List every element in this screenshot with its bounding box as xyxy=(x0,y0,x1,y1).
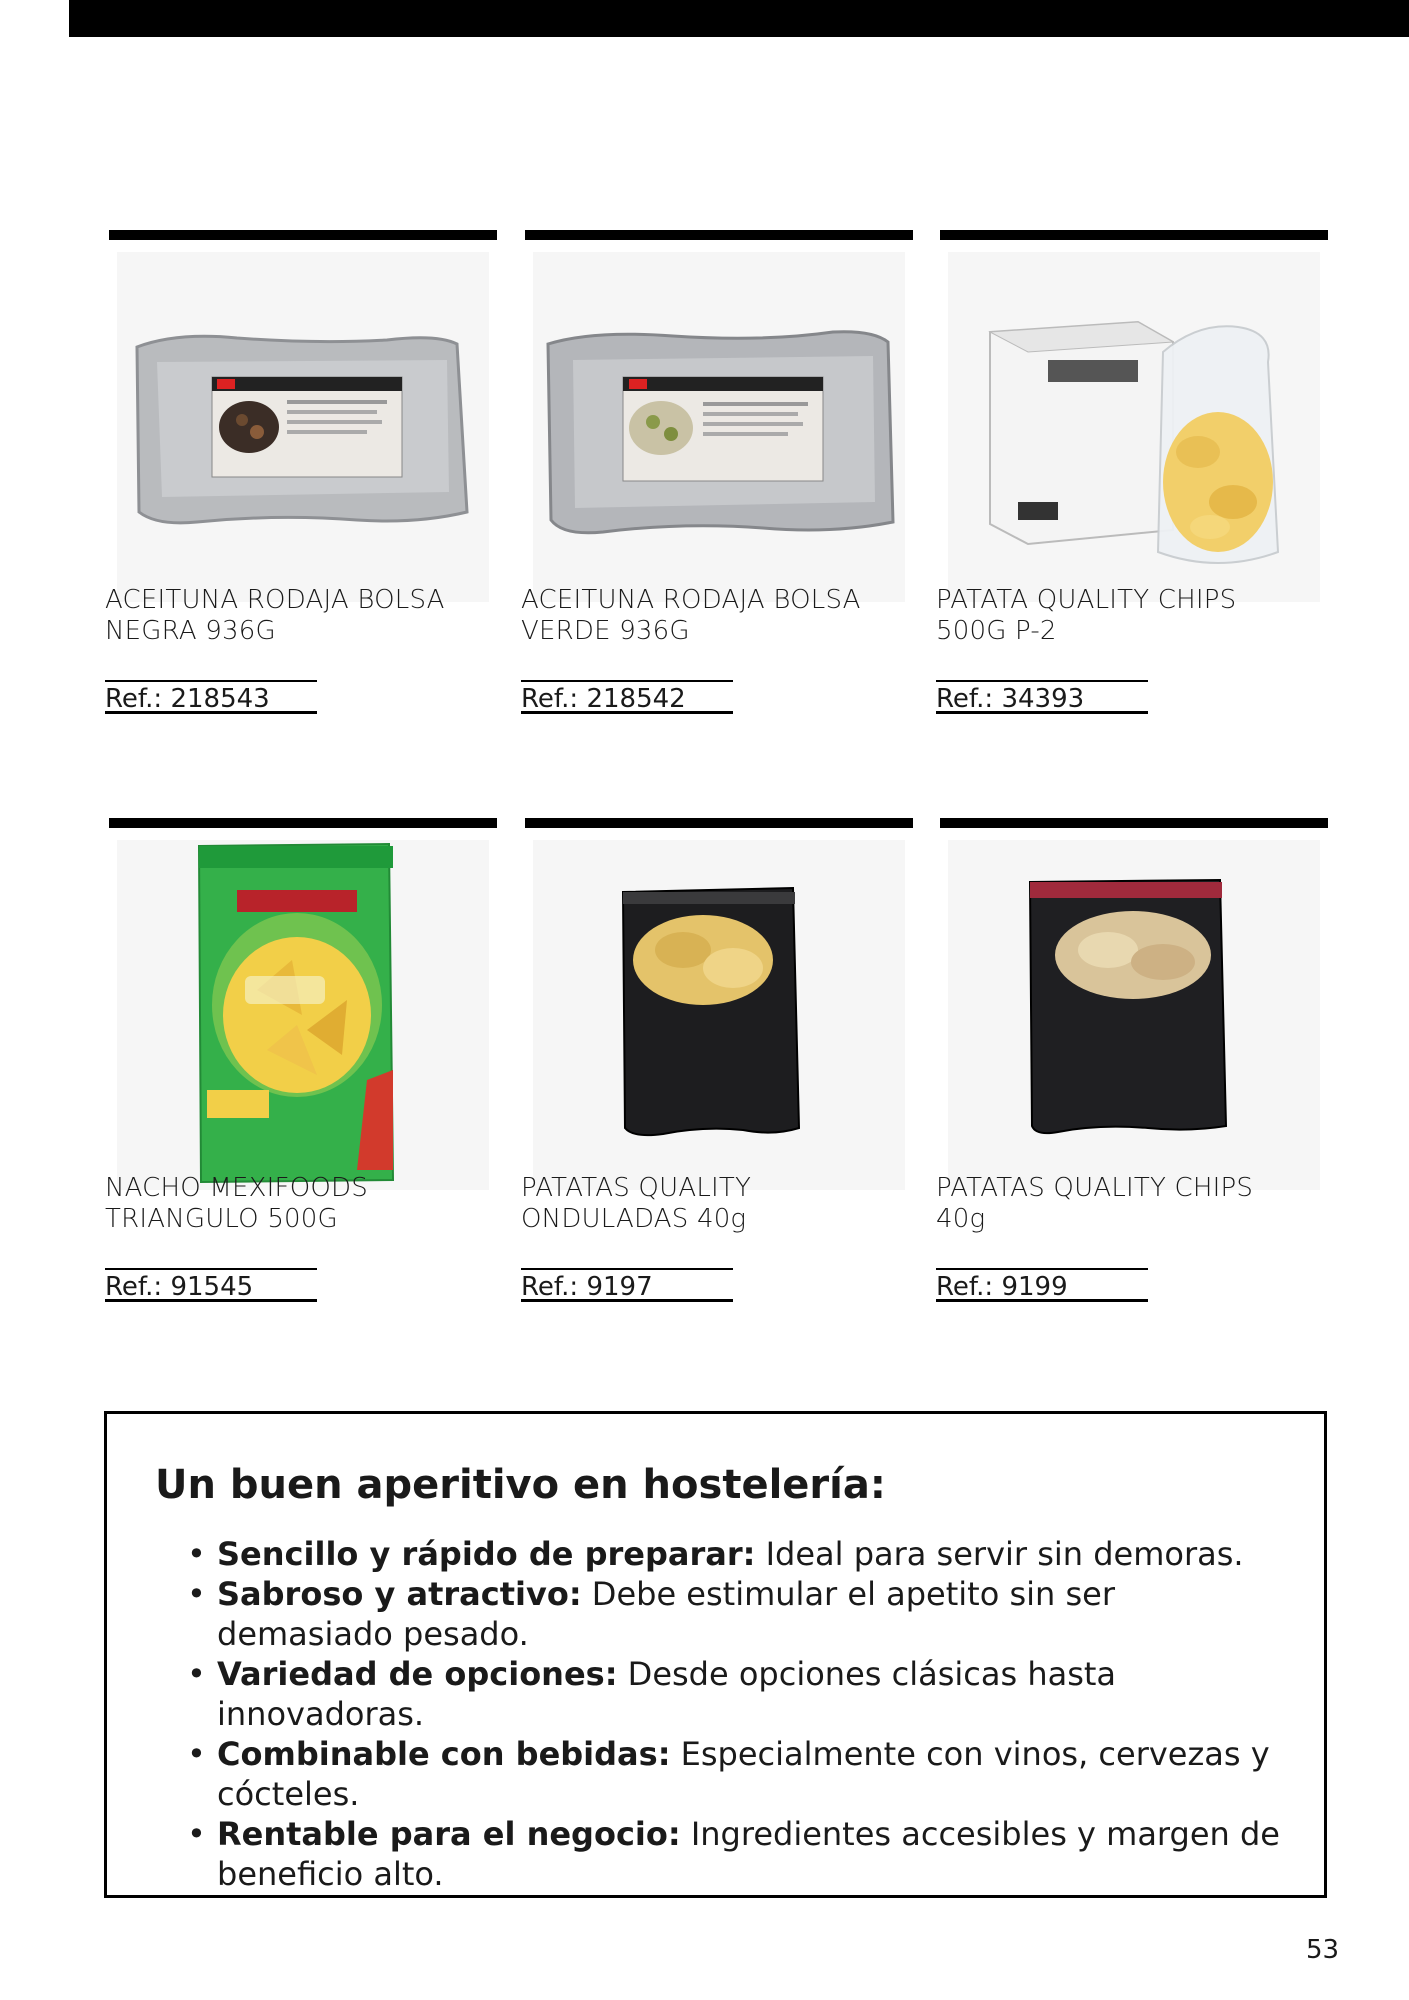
product-image xyxy=(533,840,905,1190)
card-top-rule xyxy=(525,230,913,240)
product-ref: Ref.: 218542 xyxy=(521,680,733,714)
product-image xyxy=(948,252,1320,602)
bullet-icon: • xyxy=(187,1655,206,1693)
product-name-line: PATATAS QUALITY xyxy=(521,1173,752,1203)
page-number: 53 xyxy=(1306,1935,1340,1965)
product-name-line: NEGRA 936G xyxy=(105,616,276,646)
bullet-icon: • xyxy=(187,1535,206,1573)
item-text: Ingredientes accesibles y margen de beneficio alto. xyxy=(217,1815,1280,1893)
top-bar xyxy=(69,0,1409,37)
item-label: Rentable para el negocio: xyxy=(217,1815,681,1853)
product-name xyxy=(105,1173,505,1235)
card-top-rule xyxy=(109,818,497,828)
card-top-rule xyxy=(525,818,913,828)
product-image xyxy=(948,840,1320,1190)
product-name-line: NACHO MEXIFOODS xyxy=(105,1173,368,1203)
product-image xyxy=(117,252,489,602)
info-title: Un buen aperitivo en hostelería: xyxy=(155,1462,886,1508)
product-image xyxy=(117,840,489,1190)
list-item xyxy=(187,1534,1287,1574)
bullet-icon: • xyxy=(187,1815,206,1853)
card-top-rule xyxy=(109,230,497,240)
info-list xyxy=(187,1534,1287,1894)
product-name xyxy=(105,585,505,647)
item-label: Combinable con bebidas: xyxy=(217,1735,671,1773)
card-top-rule xyxy=(940,818,1328,828)
list-item xyxy=(187,1654,1287,1734)
product-name-line: ACEITUNA RODAJA BOLSA xyxy=(105,585,445,615)
list-item xyxy=(187,1574,1287,1654)
product-name-line: 40g xyxy=(936,1204,986,1234)
product-name xyxy=(521,1173,921,1235)
product-ref: Ref.: 9197 xyxy=(521,1268,733,1302)
item-text: Desde opciones clásicas hasta innovadoras. xyxy=(217,1655,1117,1733)
product-ref: Ref.: 34393 xyxy=(936,680,1148,714)
product-name-line: VERDE 936G xyxy=(521,616,690,646)
bullet-icon: • xyxy=(187,1735,206,1773)
product-name-line: ACEITUNA RODAJA BOLSA xyxy=(521,585,861,615)
item-text: Especialmente con vinos, cervezas y cócteles. xyxy=(217,1735,1270,1813)
product-name-line: 500G P-2 xyxy=(936,616,1057,646)
item-label: Variedad de opciones: xyxy=(217,1655,618,1693)
info-box xyxy=(104,1411,1327,1898)
product-name-line: ONDULADAS 40g xyxy=(521,1204,747,1234)
list-item xyxy=(187,1814,1287,1894)
item-text: Ideal para servir sin demoras. xyxy=(755,1535,1244,1573)
product-ref: Ref.: 91545 xyxy=(105,1268,317,1302)
list-item xyxy=(187,1734,1287,1814)
bullet-icon: • xyxy=(187,1575,206,1613)
item-text: Debe estimular el apetito sin ser demasiado pesado. xyxy=(217,1575,1115,1653)
product-name xyxy=(936,585,1336,647)
product-ref: Ref.: 218543 xyxy=(105,680,317,714)
card-top-rule xyxy=(940,230,1328,240)
product-image xyxy=(533,252,905,602)
item-label: Sabroso y atractivo: xyxy=(217,1575,582,1613)
product-name-line: PATATAS QUALITY CHIPS xyxy=(936,1173,1254,1203)
product-ref: Ref.: 9199 xyxy=(936,1268,1148,1302)
product-name-line: PATATA QUALITY CHIPS xyxy=(936,585,1237,615)
product-name xyxy=(521,585,921,647)
product-name-line: TRIANGULO 500G xyxy=(105,1204,338,1234)
item-label: Sencillo y rápido de preparar: xyxy=(217,1535,756,1573)
product-name xyxy=(936,1173,1336,1235)
